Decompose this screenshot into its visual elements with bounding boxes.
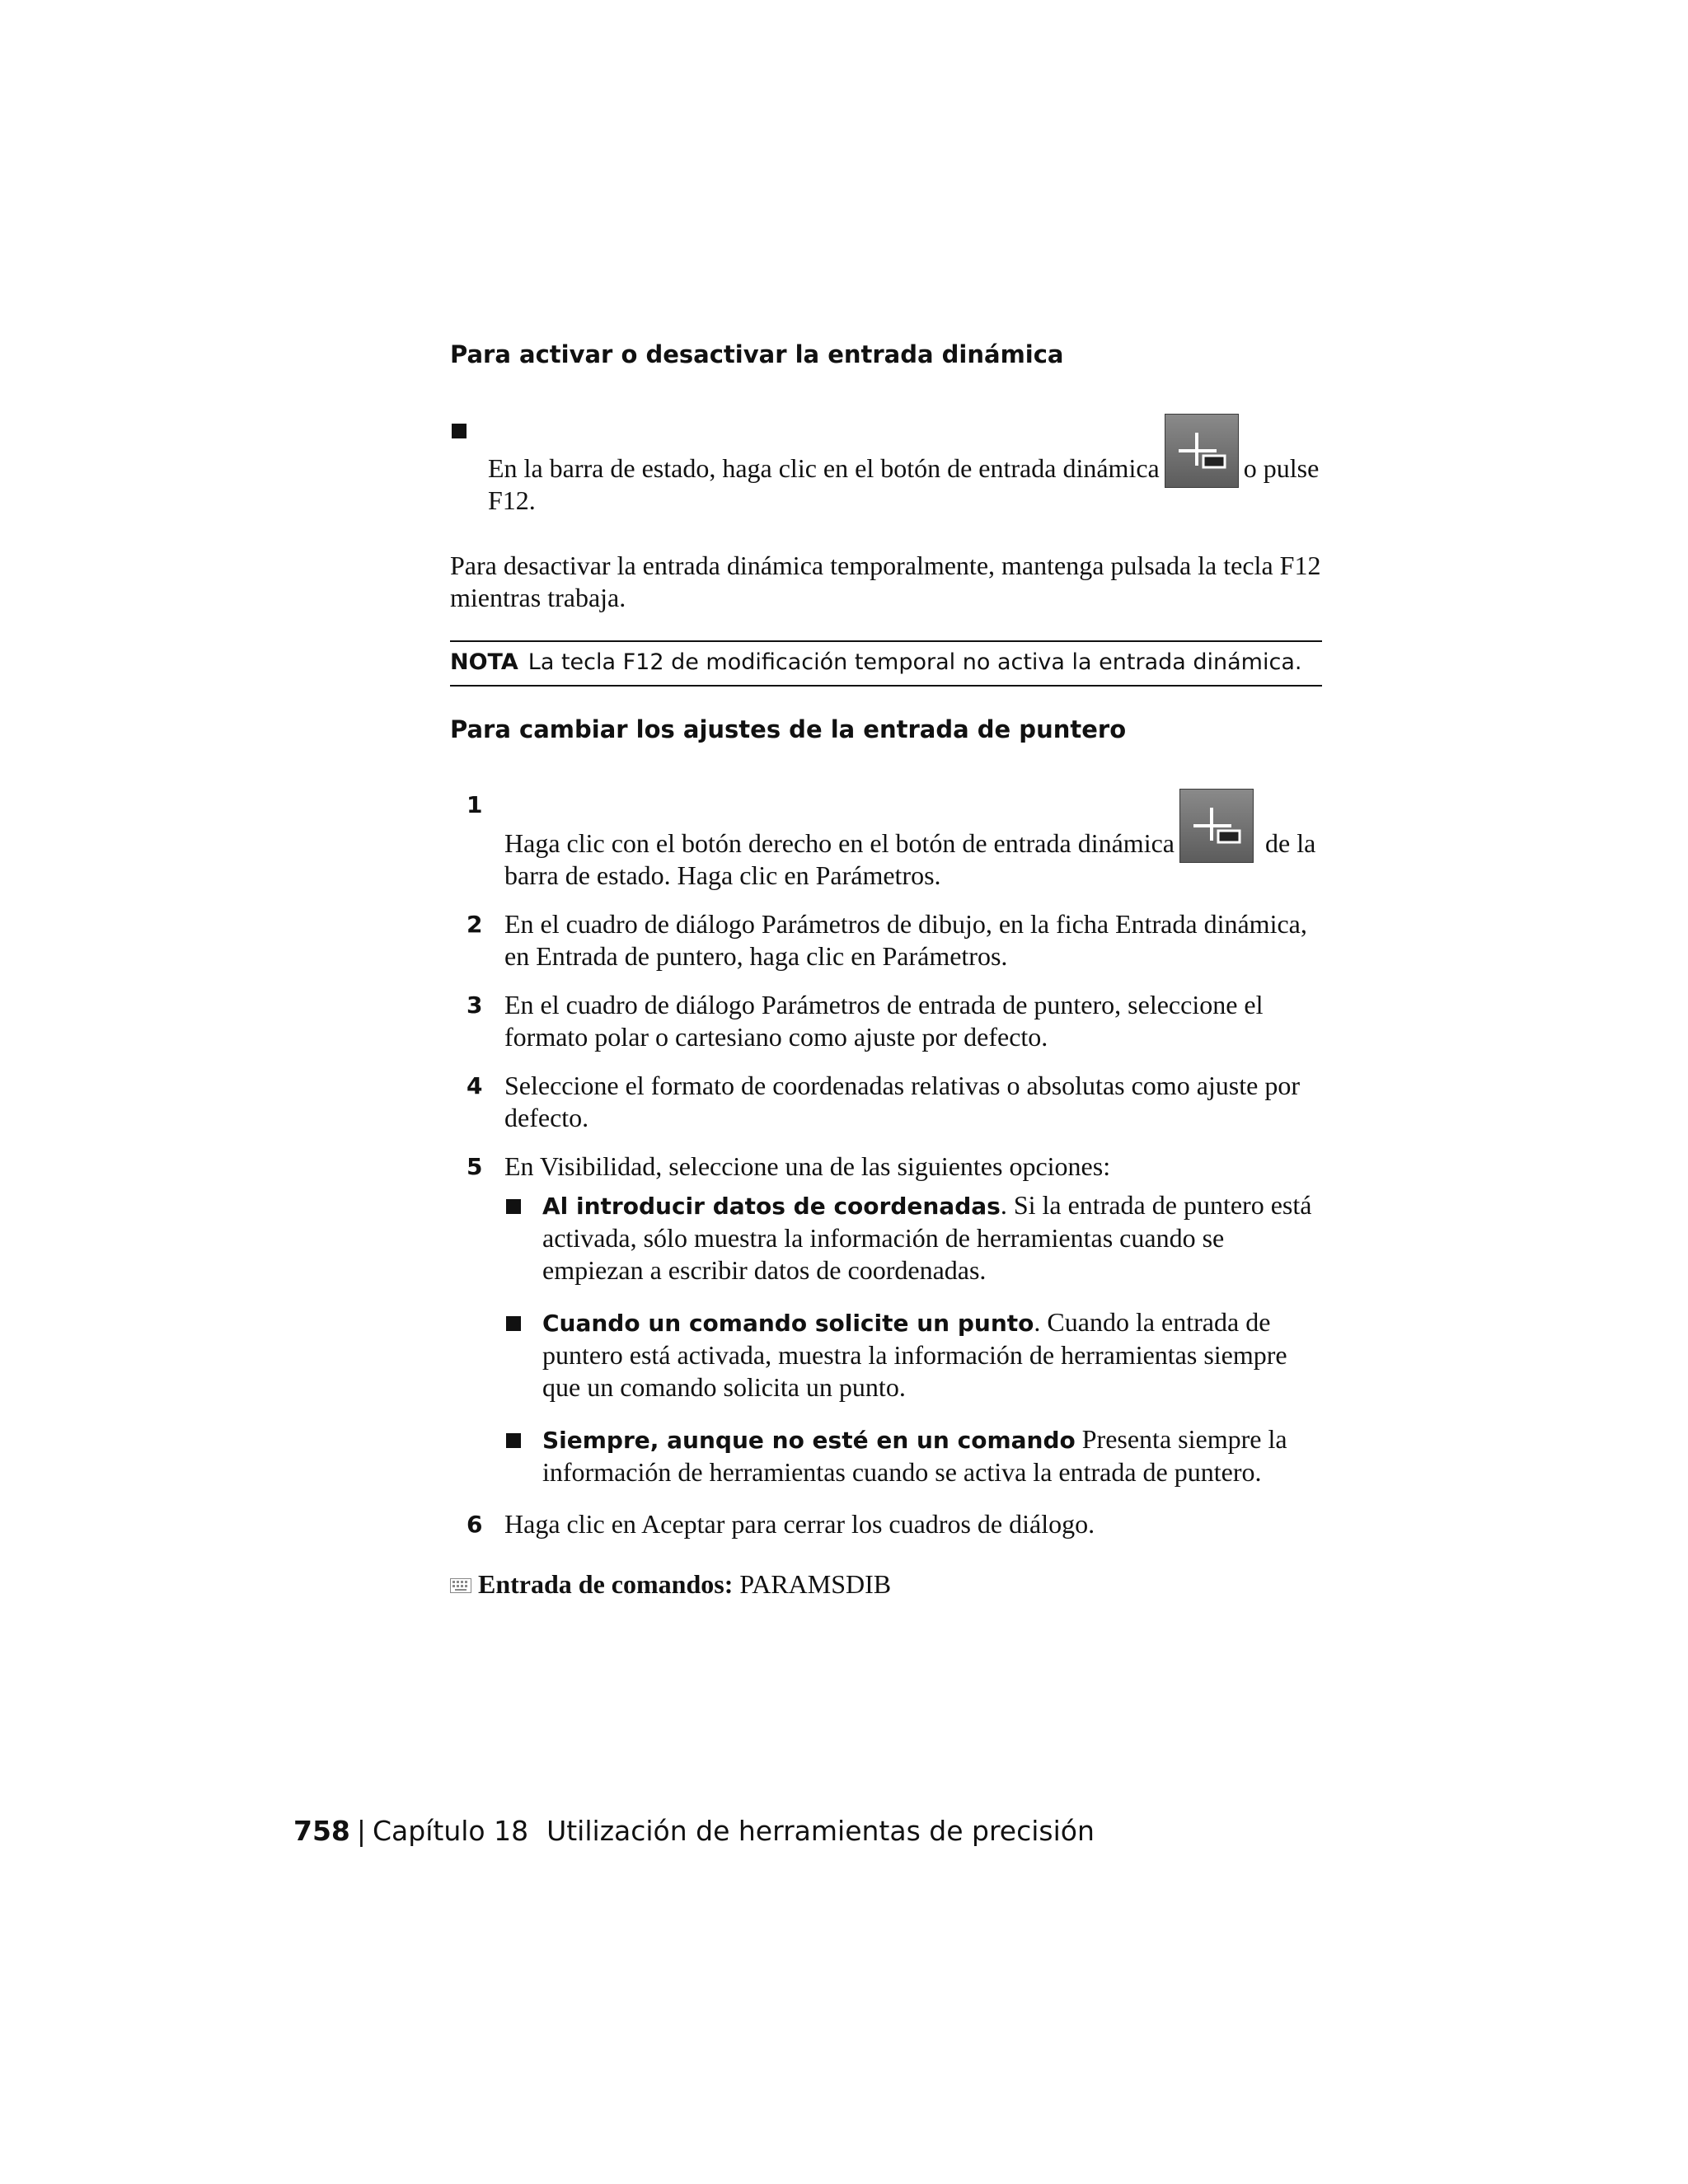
section-heading-toggle-dynamic-input: Para activar o desactivar la entrada dinámica <box>450 340 1064 368</box>
bullet-square-icon <box>506 1433 521 1448</box>
page-content <box>450 338 1322 1601</box>
bullet-square-icon <box>506 1199 521 1214</box>
step-number: 1 <box>467 791 483 818</box>
step-text: En Visibilidad, seleccione una de las siguientes opciones: <box>504 1151 1111 1181</box>
footer-separator: | <box>356 1815 367 1847</box>
note-text: La tecla F12 de modificación temporal no activa la entrada dinámica. <box>528 649 1302 675</box>
command-entry-label: Entrada de comandos: <box>478 1569 734 1599</box>
step-item-3 <box>450 989 1322 1053</box>
keyboard-icon <box>450 1568 471 1601</box>
bullet-item-toggle <box>450 414 1322 517</box>
step-text-before: Haga clic con el botón derecho en el botón de entrada dinámica <box>504 828 1175 858</box>
footer-chapter: Capítulo 18 <box>373 1815 529 1847</box>
step-number: 3 <box>467 991 483 1019</box>
command-entry-line <box>450 1568 1322 1601</box>
step-number: 2 <box>467 911 483 938</box>
step-number: 6 <box>467 1511 483 1538</box>
page-footer <box>293 1813 1095 1849</box>
command-entry-value: PARAMSDIB <box>739 1569 892 1599</box>
section-heading-pointer-input: Para cambiar los ajustes de la entrada de puntero <box>450 715 1127 743</box>
step-item-6 <box>450 1508 1322 1540</box>
step-item-2 <box>450 908 1322 972</box>
visibility-options-list <box>504 1189 1322 1488</box>
footer-title: Utilización de herramientas de precisión <box>546 1815 1095 1847</box>
steps-list <box>450 789 1322 1540</box>
bullet-text-after: o pulse F12. <box>488 453 1320 515</box>
note-box <box>450 640 1322 687</box>
note-label: NOTA <box>450 649 518 675</box>
step-number: 4 <box>467 1072 483 1099</box>
step-text-after: de la barra de estado. Haga clic en Parámetros. <box>504 828 1316 890</box>
visibility-option-command-point <box>504 1306 1322 1404</box>
step-item-4 <box>450 1070 1322 1134</box>
step-text: En el cuadro de diálogo Parámetros de entrada de puntero, seleccione el formato polar o cartesiano como ajuste por defecto. <box>504 990 1264 1052</box>
step-item-5 <box>450 1151 1322 1488</box>
step-text: Seleccione el formato de coordenadas relativas o absolutas como ajuste por defecto. <box>504 1071 1300 1132</box>
page-number: 758 <box>293 1815 350 1847</box>
bullet-square-icon <box>452 424 467 438</box>
bullet-text-before: En la barra de estado, haga clic en el botón de entrada dinámica <box>488 453 1160 483</box>
step-text: Haga clic en Aceptar para cerrar los cuadros de diálogo. <box>504 1509 1095 1539</box>
dynamic-input-icon <box>1179 789 1254 863</box>
option-term: Siempre, aunque no esté en un comando <box>542 1427 1076 1454</box>
step-number: 5 <box>467 1153 483 1180</box>
option-term: Al introducir datos de coordenadas <box>542 1193 1001 1220</box>
step-text: En el cuadro de diálogo Parámetros de dibujo, en la ficha Entrada dinámica, en Entrada de puntero, haga clic en Parámetros. <box>504 909 1307 971</box>
option-term: Cuando un comando solicite un punto <box>542 1310 1034 1337</box>
bullet-square-icon <box>506 1316 521 1331</box>
option-description: . Cuando la entrada de puntero está activada, muestra la información de herramientas siempre que un comando solicita un punto. <box>542 1307 1287 1402</box>
visibility-option-always <box>504 1423 1322 1488</box>
visibility-option-coordinates <box>504 1189 1322 1286</box>
dynamic-input-icon <box>1165 414 1239 488</box>
option-description: Presenta siempre la información de herramientas cuando se activa la entrada de puntero. <box>542 1424 1287 1487</box>
paragraph-temporary-disable: Para desactivar la entrada dinámica temporalmente, mantenga pulsada la tecla F12 mientras trabaja. <box>450 551 1321 612</box>
step-item-1 <box>450 789 1322 892</box>
option-description: . Si la entrada de puntero está activada, sólo muestra la información de herramientas cuando se empiezan a escribir datos de coordenadas. <box>542 1190 1312 1285</box>
